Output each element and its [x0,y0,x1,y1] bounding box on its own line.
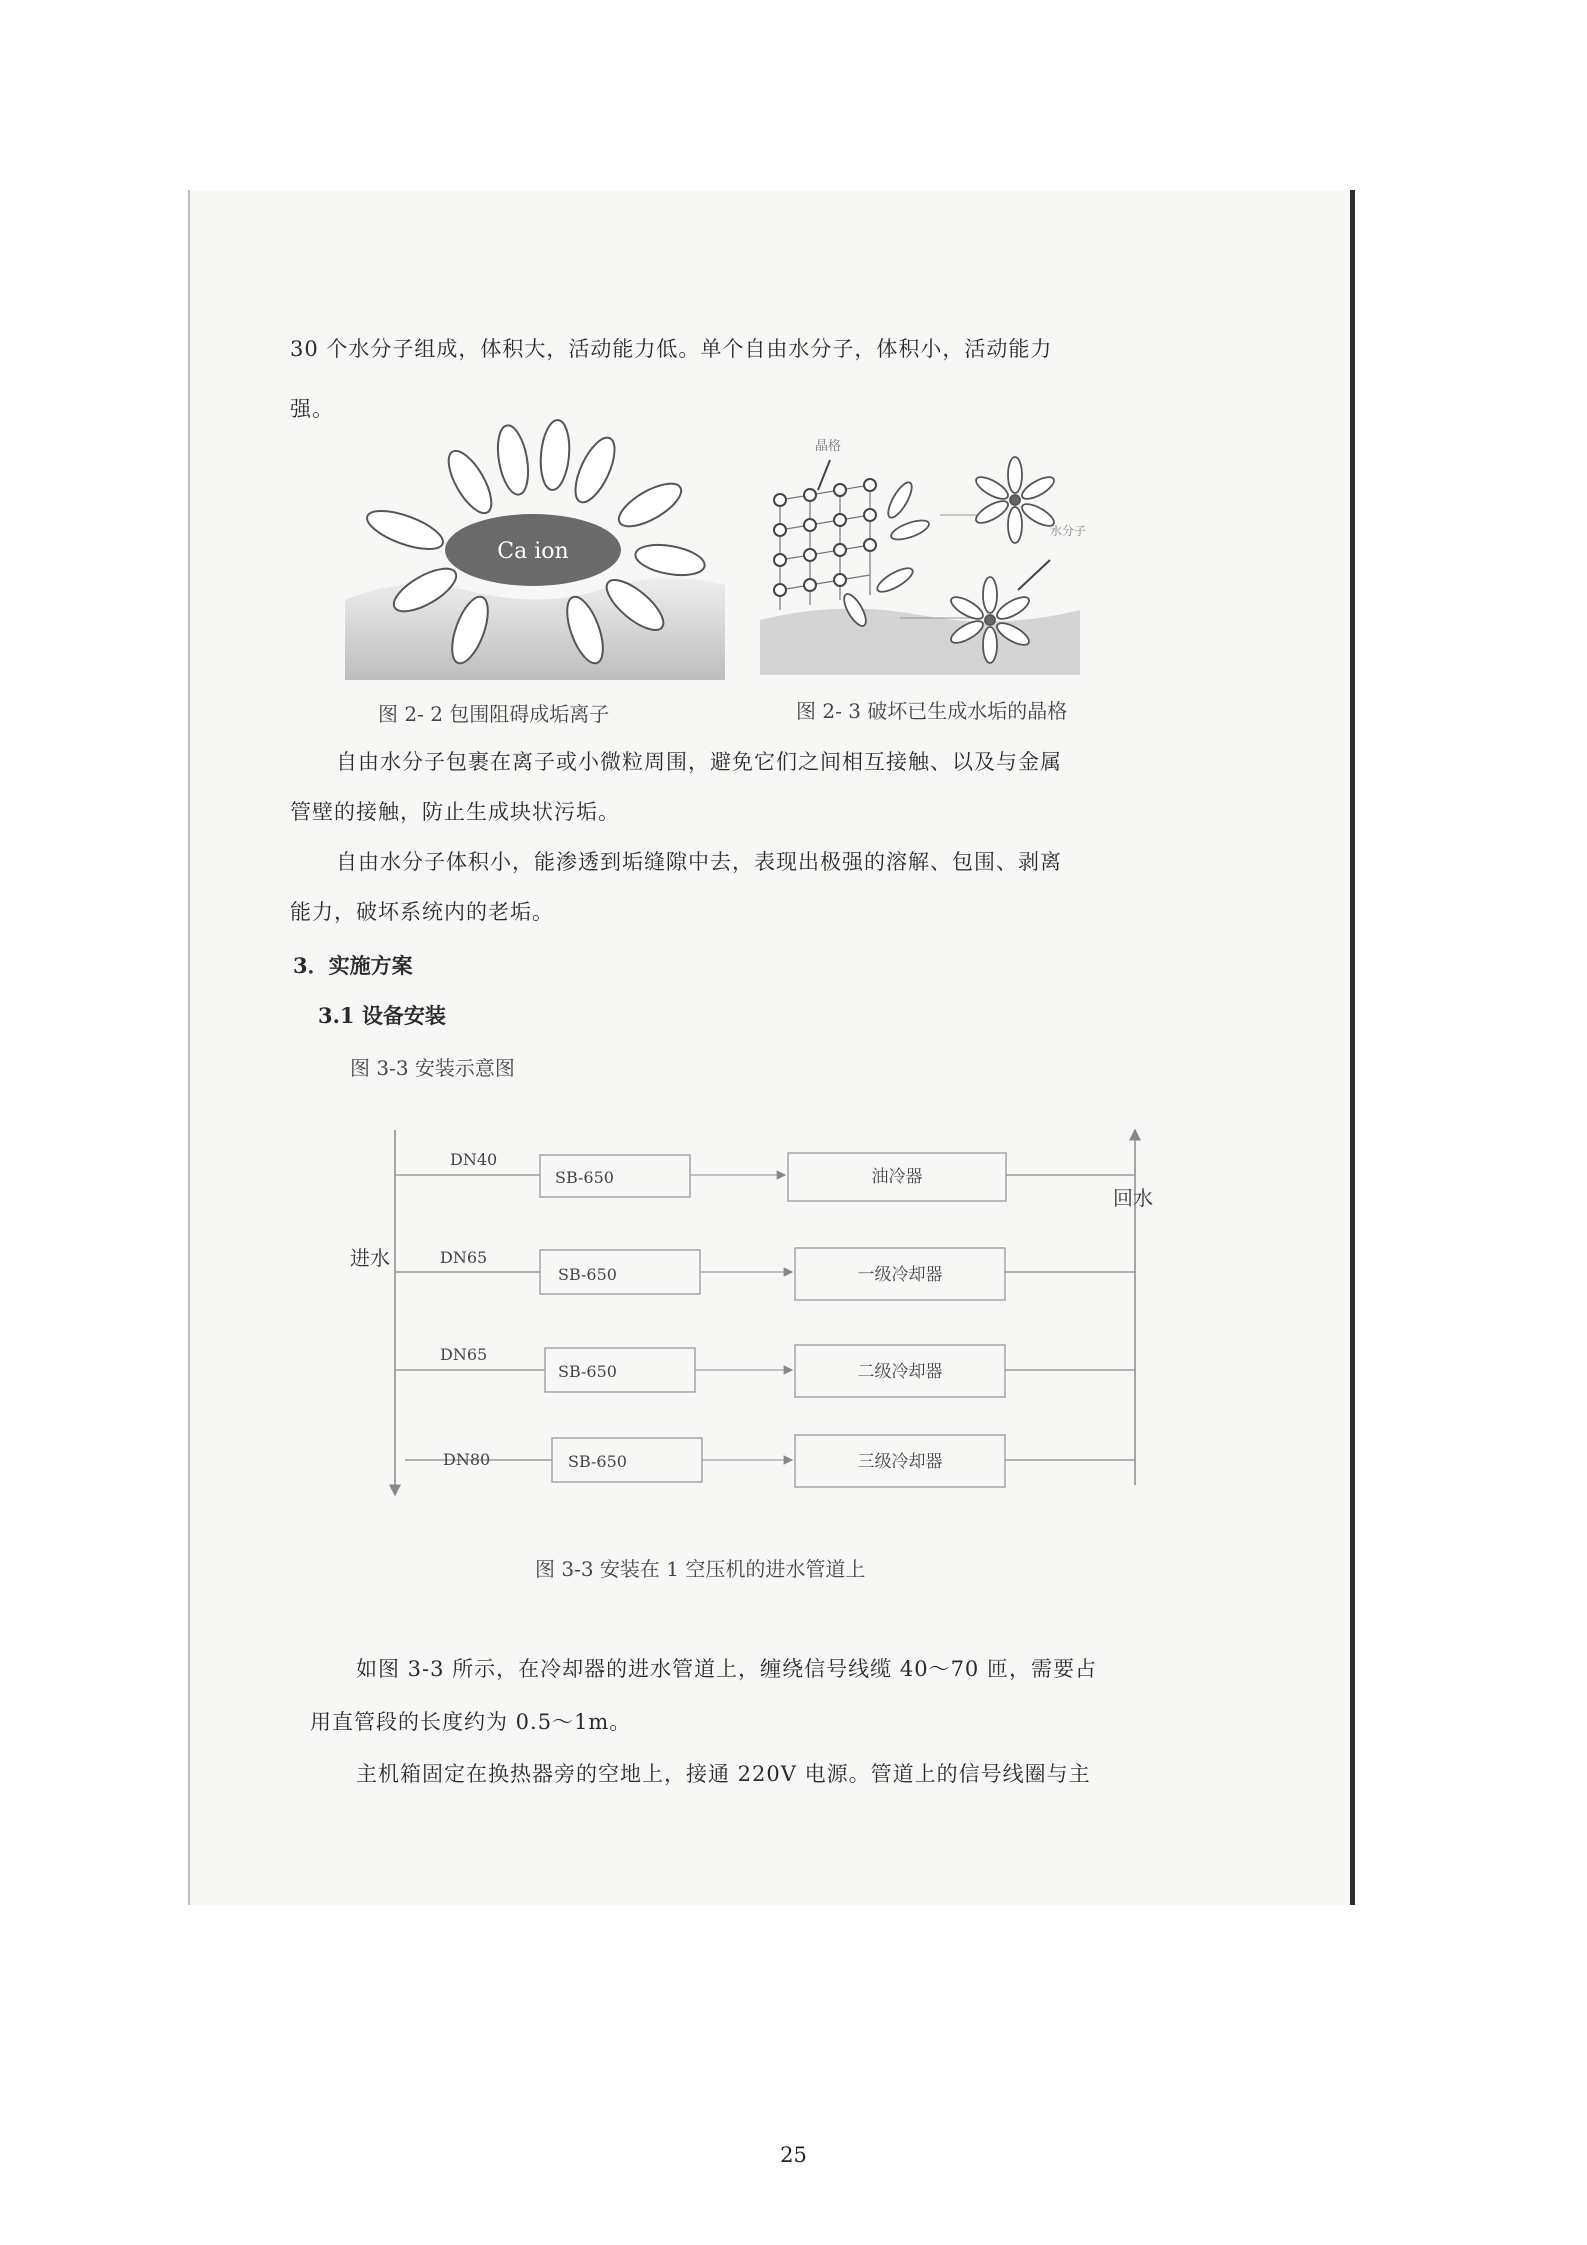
figure-crystal-lattice [760,430,1087,675]
branch-row [405,1435,1135,1487]
paragraph-2-line2: 管壁的接触，防止生成块状污垢。 [290,800,620,824]
device-label: SB-650 [558,1362,617,1381]
inlet-label: 进水 [350,1246,390,1270]
paragraph-5-line1: 主机箱固定在换热器旁的空地上，接通 220V 电源。管道上的信号线圈与主 [356,1762,1091,1786]
branch-row [395,1345,1135,1397]
figure-3-3-caption: 图 3-3 安装在 1 空压机的进水管道上 [535,1557,866,1581]
pipe-size-label: DN40 [450,1150,498,1169]
figure-2-2-caption: 图 2- 2 包围阻碍成垢离子 [378,702,610,726]
ion-label: Ca ion [497,539,569,564]
free-molecule-cluster-top [973,457,1057,543]
cooler-label: 一级冷却器 [857,1265,943,1285]
lattice-nodes [774,479,876,596]
paragraph-3-line1: 自由水分子体积小，能渗透到垢缝隙中去，表现出极强的溶解、包围、剥离 [336,850,1062,874]
section-3-1-heading: 3.1 设备安装 [318,1003,446,1028]
paragraph-intro-line1: 30 个水分子组成，体积大，活动能力低。单个自由水分子，体积小，活动能力 [290,337,1053,361]
ground-surface [760,609,1080,675]
device-label: SB-650 [555,1168,614,1187]
figure-2-3-caption: 图 2- 3 破坏已生成水垢的晶格 [796,699,1068,723]
device-label: SB-650 [568,1452,627,1471]
section-3-heading: 3．实施方案 [293,953,413,978]
installation-diagram [330,1120,1153,1520]
lattice-grid [780,485,870,610]
paragraph-4-line2: 用直管段的长度约为 0.5～1m。 [310,1710,632,1734]
paragraph-4-line1: 如图 3-3 所示，在冷却器的进水管道上，缠绕信号线缆 40～70 匝，需要占 [356,1657,1097,1681]
cooler-label: 油冷器 [871,1167,923,1187]
pipe-size-label: DN80 [443,1450,491,1469]
branch-row [395,1248,1135,1300]
branch-row [395,1150,1135,1201]
cooler-label: 三级冷却器 [857,1452,943,1472]
cooler-label: 二级冷却器 [857,1362,943,1382]
crystal-arrow [818,460,830,490]
paragraph-intro-line2: 强。 [290,397,334,421]
page-number: 25 [780,2143,807,2167]
crystal-label: 晶格 [815,439,842,454]
paragraph-3-line2: 能力，破坏系统内的老垢。 [290,900,554,924]
return-label: 回水 [1113,1186,1153,1210]
device-label: SB-650 [558,1265,617,1284]
molecule-arrow [1018,560,1050,590]
paragraph-2-line1: 自由水分子包裹在离子或小微粒周围，避免它们之间相互接触、以及与金属 [336,750,1062,774]
pipe-size-label: DN65 [440,1345,488,1364]
figure-3-3-reference: 图 3-3 安装示意图 [350,1056,515,1080]
pipe-size-label: DN65 [440,1248,488,1267]
figure-ca-ion [345,430,725,680]
molecule-label: 水分子 [1050,524,1087,538]
detached-molecules [840,479,931,629]
